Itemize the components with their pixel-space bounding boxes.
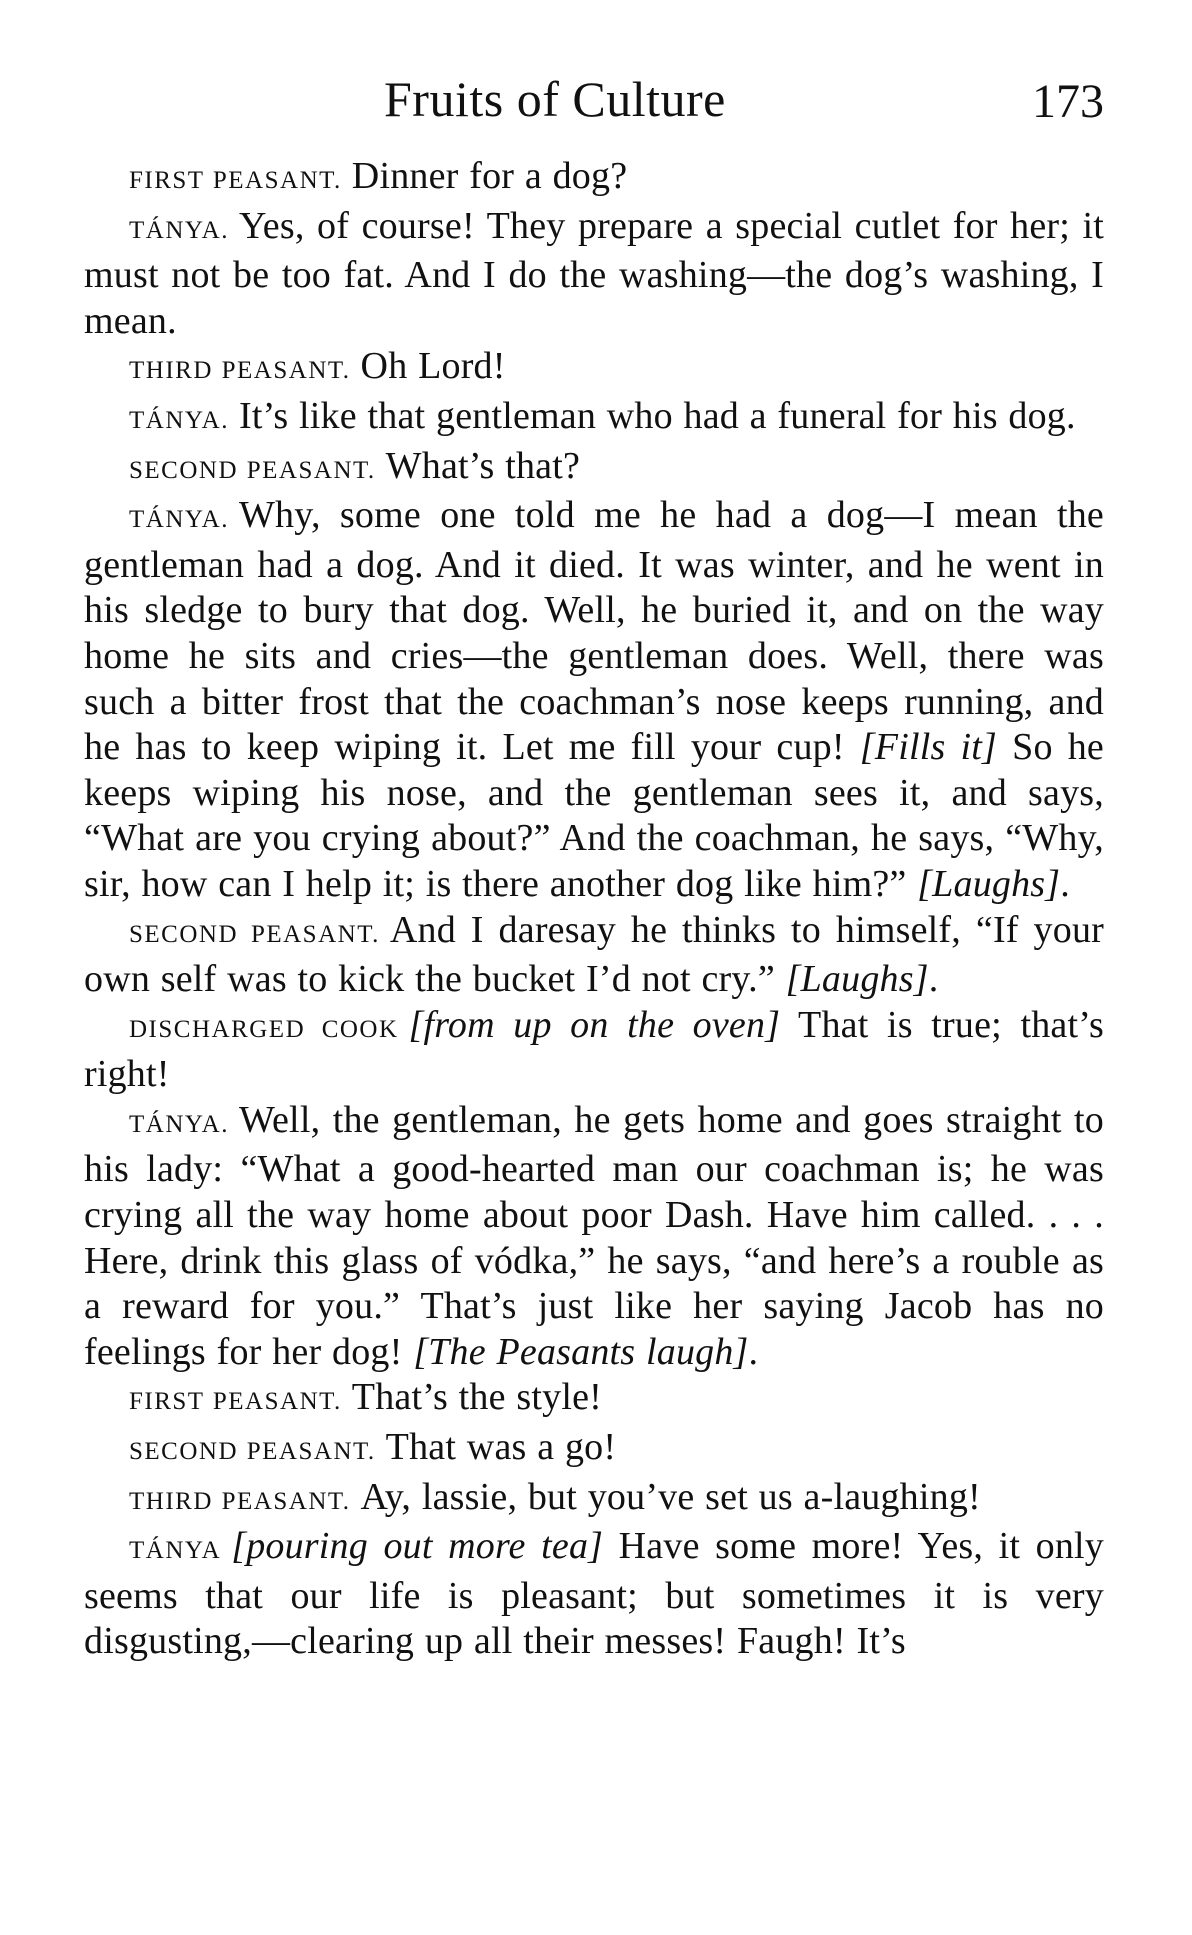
speech-text: Why, some one told me he had a dog—I mean the gentleman had a dog. And it died. It was winter, and he went in his sledge to bury that dog. Well, he buried it, and on the way home he sits and cries—the gentleman does. Well, there was such a bitter frost that the coachman’s nose keeps running, and he has to keep wiping it. Let me fill your cup!: [84, 494, 1104, 769]
speech-text: Yes, of course! They prepare a special cutlet for her; it must not be too fat. And I do the washing—the dog’s washing, I mean.: [84, 204, 1104, 342]
speaker-name: SECOND PEASANT.: [129, 1438, 376, 1466]
speech-text: That is true; that’s right!: [84, 1003, 1104, 1096]
speaker-name: DISCHARGED COOK: [129, 1015, 399, 1043]
speaker-name: THIRD PEASANT.: [129, 1487, 351, 1515]
speech-paragraph: [84, 1524, 1104, 1665]
speech-paragraph: [84, 444, 1104, 494]
speech-text: .: [748, 1330, 759, 1373]
speech-text: That was a go!: [385, 1426, 617, 1469]
stage-direction: [The Peasants laugh]: [413, 1330, 749, 1373]
speech-paragraph: [84, 1003, 1104, 1098]
speech-text: It’s like that gentleman who had a funeral for his dog.: [238, 394, 1076, 437]
speech-paragraph: [84, 204, 1104, 345]
speaker-name: THIRD PEASANT.: [129, 357, 351, 385]
speech-text: Well, the gentleman, he gets home and goes straight to his lady: “What a good-hearted man our coachman is; he was crying all the way home about poor Dash. Have him called. . . . Here, drink this glass of vódka,” he says, “and here’s a rouble as a reward for you.” That’s just like her saying Jacob has no feelings for her dog!: [84, 1098, 1104, 1373]
stage-direction: [Laughs]: [917, 862, 1061, 905]
speech-paragraph: [84, 154, 1104, 204]
speaker-name: SECOND PEASANT.: [129, 456, 376, 484]
speech-text: Dinner for a dog?: [351, 155, 628, 197]
speech-paragraph: [84, 493, 1104, 907]
stage-direction: [Fills it]: [859, 726, 998, 769]
speaker-name: TÁNYA.: [129, 1110, 229, 1138]
speech-text: And I daresay he thinks to himself, “If your own self was to kick the bucket I’d not cry.”: [84, 908, 1105, 1001]
running-title: Fruits of Culture: [384, 71, 726, 127]
speaker-name: TÁNYA.: [129, 406, 229, 434]
stage-direction: [from up on the oven]: [408, 1003, 781, 1046]
running-header: [84, 70, 1104, 140]
speech-paragraph: [84, 1475, 1104, 1525]
speech-paragraph: [84, 1098, 1104, 1376]
stage-direction: [pouring out more tea]: [231, 1525, 604, 1568]
speech-text: What’s that?: [385, 444, 581, 487]
speech-text: Have some more! Yes, it only seems that our life is pleasant; but sometimes it is very disgusting,—clearing up all their messes! Faugh! It’s: [84, 1525, 1104, 1663]
speech-paragraph: [84, 1375, 1104, 1425]
speech-text: That’s the style!: [351, 1376, 603, 1419]
speech-paragraph: [84, 908, 1104, 1003]
speech-paragraph: [84, 1425, 1104, 1475]
speech-text: .: [928, 958, 939, 1001]
page-number: 173: [1032, 75, 1104, 128]
speech-text: So he keeps wiping his nose, and the gentleman sees it, and says, “What are you crying about?” And the coachman, he says, “Why, sir, how can I help it; is there another dog like him?”: [84, 726, 1104, 905]
speaker-name: FIRST PEASANT.: [129, 1388, 342, 1416]
speech-text: Ay, lassie, but you’ve set us a-laughing!: [360, 1475, 981, 1518]
speech-text: .: [1060, 862, 1070, 905]
dialogue-text: [84, 154, 1104, 1665]
speech-text: Oh Lord!: [360, 345, 506, 388]
speaker-name: TÁNYA.: [129, 506, 229, 534]
speaker-name: TÁNYA: [129, 1537, 222, 1565]
stage-direction: [Laughs]: [785, 958, 929, 1001]
book-page: [84, 70, 1104, 1665]
speaker-name: TÁNYA.: [129, 216, 229, 244]
speech-paragraph: [84, 394, 1104, 444]
speaker-name: SECOND PEASANT.: [129, 920, 380, 948]
speech-paragraph: [84, 344, 1104, 394]
speaker-name: FIRST PEASANT.: [129, 167, 342, 194]
